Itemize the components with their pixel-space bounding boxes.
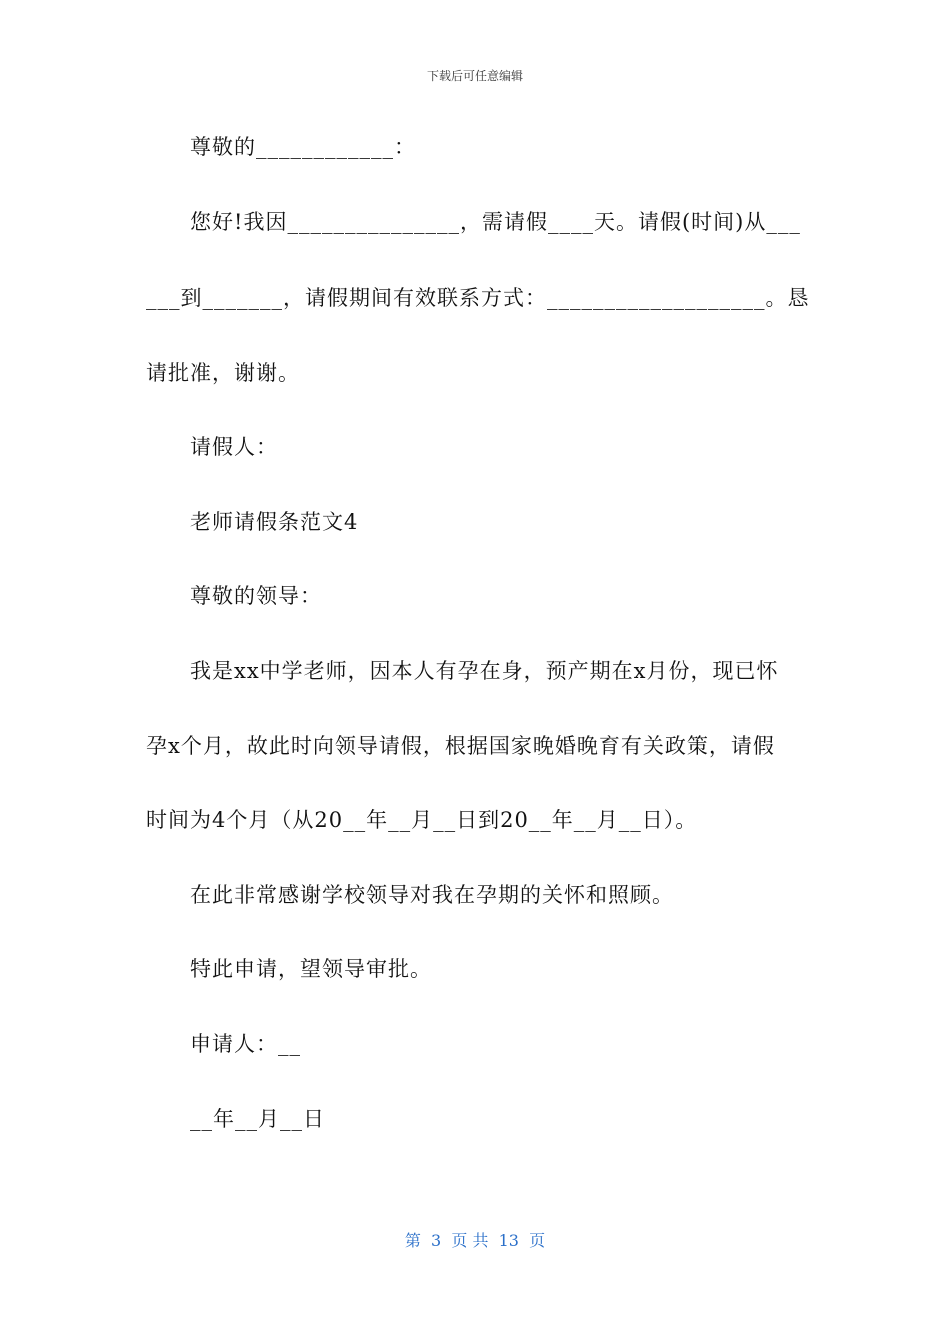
salutation-line: 尊敬的____________：: [190, 135, 416, 159]
signature-label: 请假人：: [190, 435, 278, 459]
body-line: 特此申请，望领导审批。: [190, 957, 432, 981]
body-line: 时间为4个月（从20__年__月__日到20__年__月__日）。: [146, 808, 698, 832]
header-note: 下载后可任意编辑: [426, 69, 523, 83]
body-line: 请批准，谢谢。: [146, 361, 300, 385]
body-line: 在此非常感谢学校领导对我在孕期的关怀和照顾。: [190, 883, 674, 907]
salutation-line: 尊敬的领导：: [190, 584, 322, 608]
page-number: 第 3 页 共 13 页: [404, 1231, 546, 1250]
body-line: 孕x个月，故此时向领导请假，根据国家晚婚晚育有关政策，请假: [146, 734, 775, 758]
section-title: 老师请假条范文4: [190, 510, 359, 534]
date-line: __年__月__日: [190, 1107, 325, 1131]
body-line: ___到_______，请假期间有效联系方式：___________________。恳: [146, 286, 810, 310]
body-line: 您好!我因_______________，需请假____天。请假(时间)从___: [190, 210, 801, 234]
applicant-line: 申请人：__: [190, 1032, 301, 1056]
body-line: 我是xx中学老师，因本人有孕在身，预产期在x月份，现已怀: [190, 659, 779, 683]
